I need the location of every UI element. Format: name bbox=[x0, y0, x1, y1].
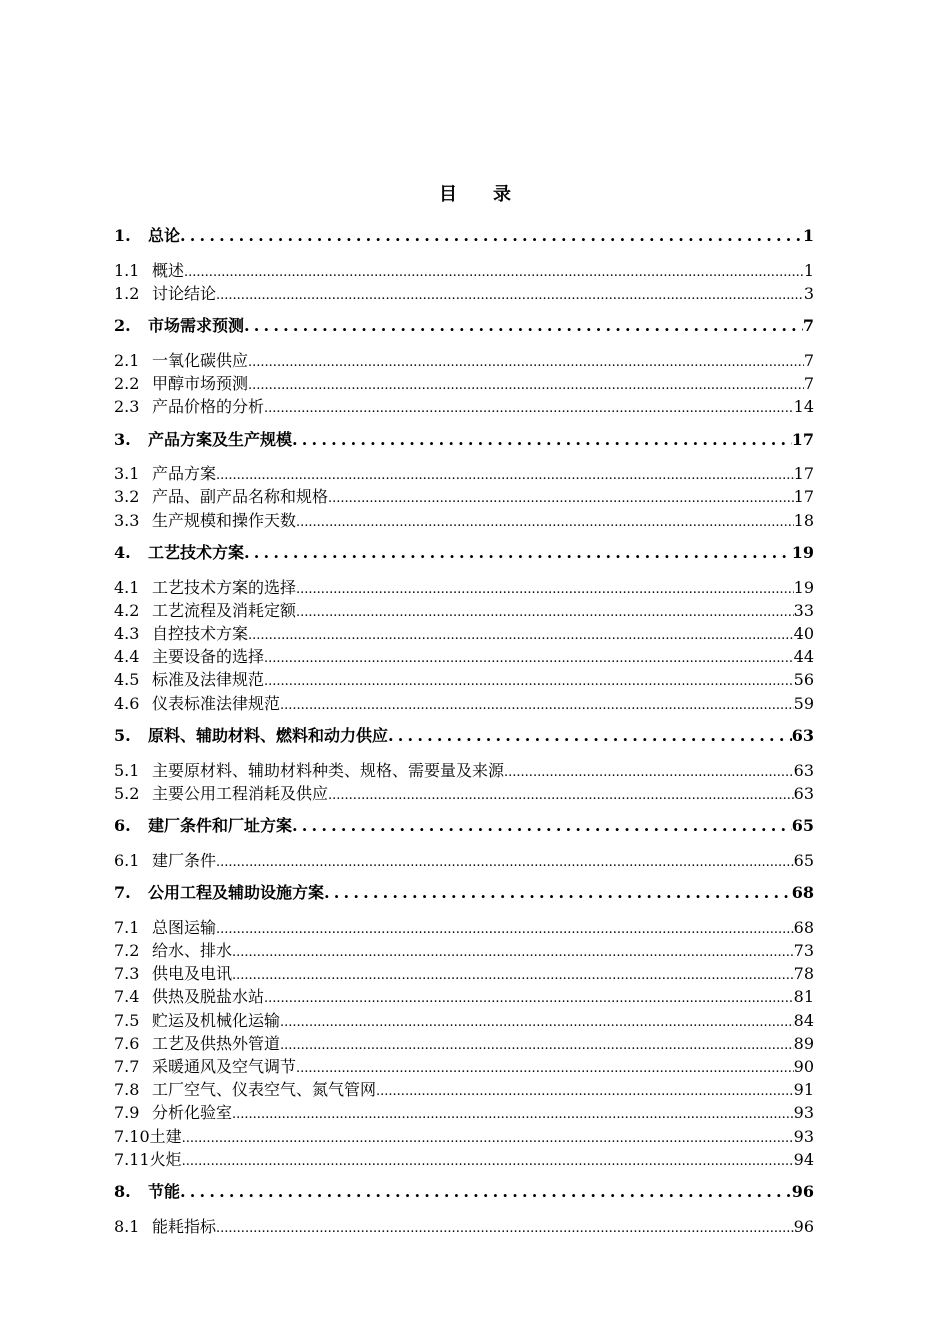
toc-section-entry[interactable] bbox=[114, 578, 814, 600]
toc-entry-number: 7.4 bbox=[114, 987, 140, 1007]
toc-entry-number: 2. bbox=[114, 316, 131, 336]
toc-entry-page-number: 1 bbox=[803, 260, 814, 280]
toc-entry-number: 3.1 bbox=[114, 464, 140, 484]
toc-entry-number: 7.3 bbox=[114, 964, 140, 984]
toc-entry-page-number: 59 bbox=[793, 693, 814, 713]
toc-entry-number: 7.1 bbox=[114, 917, 140, 937]
toc-section-entry[interactable] bbox=[114, 397, 814, 419]
toc-entry-number: 2.1 bbox=[114, 350, 140, 370]
toc-entry-title: 原料、辅助材料、燃料和动力供应 bbox=[148, 726, 389, 745]
toc-dot-leader bbox=[292, 430, 792, 450]
toc-title-left: 目 bbox=[439, 184, 457, 205]
toc-entry-title: 主要设备的选择 bbox=[152, 647, 265, 667]
toc-entry-title: 生产规模和操作天数 bbox=[152, 510, 297, 530]
toc-entry-title: 火炬 bbox=[149, 1149, 182, 1169]
toc-entry-page-number: 65 bbox=[793, 850, 814, 870]
toc-dot-leader bbox=[184, 263, 804, 283]
toc-chapter-entry[interactable] bbox=[114, 1182, 814, 1202]
toc-entry-title: 产品价格的分析 bbox=[152, 397, 265, 417]
toc-entry-number: 7.8 bbox=[114, 1080, 140, 1100]
toc-entry-title: 甲醇市场预测 bbox=[152, 373, 249, 393]
toc-entry-title: 建厂条件和厂址方案 bbox=[148, 816, 293, 836]
toc-dot-leader bbox=[280, 1036, 794, 1056]
toc-entry-page-number: 40 bbox=[793, 623, 814, 643]
toc-dot-leader bbox=[328, 489, 794, 509]
toc-entry-page-number: 44 bbox=[793, 647, 814, 667]
toc-entry-title: 产品方案 bbox=[152, 464, 217, 484]
toc-entry-number: 1. bbox=[114, 226, 131, 245]
toc-dot-leader bbox=[264, 989, 794, 1009]
toc-entry-number: 4.3 bbox=[114, 623, 140, 643]
toc-dot-leader bbox=[182, 1129, 794, 1149]
toc-entry-page-number: 78 bbox=[793, 964, 814, 984]
toc-entry-number: 3.2 bbox=[114, 487, 140, 507]
toc-entry-number: 7.10 bbox=[114, 1126, 150, 1146]
toc-section-entry[interactable] bbox=[114, 1127, 814, 1149]
toc-entry-title: 工厂空气、仪表空气、氮气管网 bbox=[152, 1080, 377, 1100]
toc-entry-page-number: 94 bbox=[793, 1149, 814, 1169]
toc-chapter-entry[interactable] bbox=[114, 726, 814, 746]
toc-dot-leader bbox=[216, 286, 804, 306]
toc-entry-page-number: 7 bbox=[803, 350, 814, 370]
toc-entry-title: 工艺及供热外管道 bbox=[152, 1033, 281, 1053]
toc-section-entry[interactable] bbox=[114, 670, 814, 692]
toc-section-entry[interactable] bbox=[114, 1034, 814, 1056]
toc-section-entry[interactable] bbox=[114, 374, 814, 396]
toc-entry-page-number: 63 bbox=[791, 726, 814, 745]
toc-entry-number: 6.1 bbox=[114, 850, 140, 870]
toc-title bbox=[0, 180, 950, 206]
toc-entry-title: 产品方案及生产规模 bbox=[148, 429, 293, 449]
toc-entry-page-number: 96 bbox=[791, 1182, 814, 1202]
toc-entry-page-number: 17 bbox=[793, 464, 814, 484]
toc-section-entry[interactable] bbox=[114, 941, 814, 963]
toc-section-entry[interactable] bbox=[114, 1057, 814, 1079]
toc-dot-leader bbox=[248, 626, 794, 646]
toc-entry-title: 总图运输 bbox=[152, 917, 217, 937]
toc-entry-number: 3.3 bbox=[114, 510, 140, 530]
toc-entry-page-number: 19 bbox=[791, 543, 814, 562]
toc-entry-page-number: 84 bbox=[793, 1010, 814, 1030]
toc-chapter-entry[interactable] bbox=[114, 816, 814, 836]
toc-entry-page-number: 7 bbox=[803, 373, 814, 393]
toc-entry-page-number: 90 bbox=[793, 1056, 814, 1076]
toc-dot-leader bbox=[324, 883, 792, 903]
toc-section-entry[interactable] bbox=[114, 851, 814, 873]
toc-entry-number: 2.2 bbox=[114, 373, 140, 393]
toc-entry-number: 1.2 bbox=[114, 283, 140, 303]
toc-dot-leader bbox=[180, 1182, 792, 1202]
toc-dot-leader bbox=[216, 1219, 794, 1239]
toc-entry-title: 公用工程及辅助设施方案 bbox=[148, 883, 325, 903]
toc-entry-page-number: 93 bbox=[793, 1103, 814, 1123]
toc-entry-page-number: 89 bbox=[793, 1033, 814, 1053]
toc-entry-title: 主要原材料、辅助材料种类、规格、需要量及来源 bbox=[152, 760, 505, 780]
toc-entry-number: 7.11 bbox=[114, 1149, 150, 1169]
toc-dot-leader bbox=[216, 466, 794, 486]
toc-entry-title: 总论 bbox=[148, 226, 181, 245]
toc-dot-leader bbox=[216, 853, 794, 873]
toc-entry-title: 标准及法律规范 bbox=[152, 670, 265, 690]
toc-dot-leader bbox=[232, 943, 794, 963]
toc-entry-page-number: 33 bbox=[793, 600, 814, 620]
toc-entry-page-number: 18 bbox=[793, 510, 814, 530]
toc-entry-title: 概述 bbox=[152, 260, 185, 280]
toc-entry-number: 7.5 bbox=[114, 1010, 140, 1030]
toc-dot-leader bbox=[244, 543, 792, 563]
toc-entry-title: 分析化验室 bbox=[152, 1103, 233, 1123]
toc-entry-title: 产品、副产品名称和规格 bbox=[152, 487, 329, 507]
toc-entry-page-number: 17 bbox=[793, 487, 814, 507]
toc-entry-number: 4.6 bbox=[114, 693, 140, 713]
toc-entry-title: 主要公用工程消耗及供应 bbox=[152, 783, 329, 803]
toc-dot-leader bbox=[248, 376, 804, 396]
toc-section-entry[interactable] bbox=[114, 487, 814, 509]
toc-entry-title: 采暖通风及空气调节 bbox=[152, 1056, 297, 1076]
toc-dot-leader bbox=[264, 399, 794, 419]
toc-entry-page-number: 3 bbox=[803, 283, 814, 303]
toc-dot-leader bbox=[232, 1105, 794, 1125]
toc-entry-number: 7. bbox=[114, 883, 131, 903]
toc-entry-page-number: 73 bbox=[793, 940, 814, 960]
toc-entry-number: 4.5 bbox=[114, 670, 140, 690]
toc-section-entry[interactable] bbox=[114, 761, 814, 783]
toc-section-entry[interactable] bbox=[114, 784, 814, 806]
toc-entry-page-number: 19 bbox=[793, 577, 814, 597]
toc-dot-leader bbox=[264, 649, 794, 669]
toc-section-entry[interactable] bbox=[114, 987, 814, 1009]
toc-entry-number: 7.6 bbox=[114, 1033, 140, 1053]
toc-entry-title: 土建 bbox=[149, 1126, 182, 1146]
toc-dot-leader bbox=[182, 1152, 794, 1172]
toc-entry-page-number: 91 bbox=[793, 1080, 814, 1100]
toc-dot-leader bbox=[216, 920, 794, 940]
toc-entry-title: 能耗指标 bbox=[152, 1216, 217, 1236]
toc-entry-title: 工艺流程及消耗定额 bbox=[152, 600, 297, 620]
toc-entry-page-number: 96 bbox=[793, 1216, 814, 1236]
toc-chapter-entry[interactable] bbox=[114, 883, 814, 903]
toc-section-entry[interactable] bbox=[114, 647, 814, 669]
toc-dot-leader bbox=[180, 226, 803, 246]
toc-entry-page-number: 63 bbox=[793, 783, 814, 803]
toc-entry-page-number: 14 bbox=[793, 397, 814, 417]
toc-entry-number: 1.1 bbox=[114, 260, 140, 280]
toc-entry-title: 工艺技术方案 bbox=[148, 543, 245, 562]
toc-dot-leader bbox=[292, 816, 792, 836]
toc-dot-leader bbox=[280, 1013, 794, 1033]
toc-entry-number: 4.4 bbox=[114, 647, 140, 667]
toc-dot-leader bbox=[296, 603, 794, 623]
toc-dot-leader bbox=[248, 353, 804, 373]
toc-section-entry[interactable] bbox=[114, 918, 814, 940]
toc-entry-number: 3. bbox=[114, 429, 131, 449]
toc-entry-page-number: 68 bbox=[793, 917, 814, 937]
toc-entry-title: 节能 bbox=[148, 1182, 181, 1202]
toc-entry-title: 讨论结论 bbox=[152, 283, 217, 303]
toc-section-entry[interactable] bbox=[114, 1080, 814, 1102]
toc-entry-page-number: 65 bbox=[791, 816, 814, 836]
toc-entry-number: 7.7 bbox=[114, 1056, 140, 1076]
toc-dot-leader bbox=[296, 580, 794, 600]
toc-entry-title: 仪表标准法律规范 bbox=[152, 693, 281, 713]
toc-section-entry[interactable] bbox=[114, 1103, 814, 1125]
toc-entry-page-number: 93 bbox=[793, 1126, 814, 1146]
toc-dot-leader bbox=[388, 726, 792, 746]
toc-entry-title: 市场需求预测 bbox=[148, 316, 245, 336]
toc-entry-number: 2.3 bbox=[114, 397, 140, 417]
toc-entry-page-number: 17 bbox=[791, 429, 814, 449]
toc-entry-title: 供热及脱盐水站 bbox=[152, 987, 265, 1007]
toc-section-entry[interactable] bbox=[114, 284, 814, 306]
toc-chapter-entry[interactable] bbox=[114, 226, 814, 246]
toc-section-entry[interactable] bbox=[114, 601, 814, 623]
toc-section-entry[interactable] bbox=[114, 1150, 814, 1172]
toc-entry-page-number: 7 bbox=[802, 316, 814, 336]
toc-entry-title: 给水、排水 bbox=[152, 940, 233, 960]
toc-entry-number: 4. bbox=[114, 543, 131, 562]
toc-entry-number: 5.1 bbox=[114, 760, 140, 780]
toc-section-entry[interactable] bbox=[114, 964, 814, 986]
toc-section-entry[interactable] bbox=[114, 1217, 814, 1239]
toc-entry-number: 5.2 bbox=[114, 783, 140, 803]
toc-entry-number: 8.1 bbox=[114, 1216, 140, 1236]
toc-section-entry[interactable] bbox=[114, 511, 814, 533]
toc-section-entry[interactable] bbox=[114, 1011, 814, 1033]
toc-entry-title: 供电及电讯 bbox=[152, 964, 233, 984]
toc-dot-leader bbox=[244, 316, 803, 336]
toc-dot-leader bbox=[296, 1059, 794, 1079]
toc-entry-page-number: 81 bbox=[793, 987, 814, 1007]
toc-entry-number: 6. bbox=[114, 816, 131, 836]
toc-dot-leader bbox=[264, 672, 794, 692]
toc-entry-number: 7.2 bbox=[114, 940, 140, 960]
toc-entry-number: 5. bbox=[114, 726, 131, 745]
toc-entry-title: 一氧化碳供应 bbox=[152, 350, 249, 370]
toc-section-entry[interactable] bbox=[114, 624, 814, 646]
toc-title-right: 录 bbox=[493, 184, 511, 205]
toc-entry-page-number: 56 bbox=[793, 670, 814, 690]
toc-chapter-entry[interactable] bbox=[114, 430, 814, 450]
toc-dot-leader bbox=[504, 763, 794, 783]
toc-chapter-entry[interactable] bbox=[114, 316, 814, 336]
toc-entry-number: 8. bbox=[114, 1182, 131, 1202]
toc-section-entry[interactable] bbox=[114, 351, 814, 373]
toc-section-entry[interactable] bbox=[114, 694, 814, 716]
toc-entry-number: 4.2 bbox=[114, 600, 140, 620]
toc-dot-leader bbox=[296, 513, 794, 533]
toc-dot-leader bbox=[328, 786, 794, 806]
toc-entry-page-number: 1 bbox=[802, 226, 814, 245]
toc-entry-page-number: 68 bbox=[791, 883, 814, 903]
toc-entry-number: 4.1 bbox=[114, 577, 140, 597]
toc-section-entry[interactable] bbox=[114, 464, 814, 486]
toc-entry-title: 贮运及机械化运输 bbox=[152, 1010, 281, 1030]
toc-entry-title: 自控技术方案 bbox=[152, 623, 249, 643]
toc-section-entry[interactable] bbox=[114, 261, 814, 283]
toc-entry-page-number: 63 bbox=[793, 760, 814, 780]
toc-entry-title: 建厂条件 bbox=[152, 850, 217, 870]
toc-chapter-entry[interactable] bbox=[114, 543, 814, 563]
toc-entry-number: 7.9 bbox=[114, 1103, 140, 1123]
toc-dot-leader bbox=[232, 966, 794, 986]
toc-dot-leader bbox=[280, 696, 794, 716]
toc-entry-title: 工艺技术方案的选择 bbox=[152, 577, 297, 597]
toc-dot-leader bbox=[376, 1082, 794, 1102]
